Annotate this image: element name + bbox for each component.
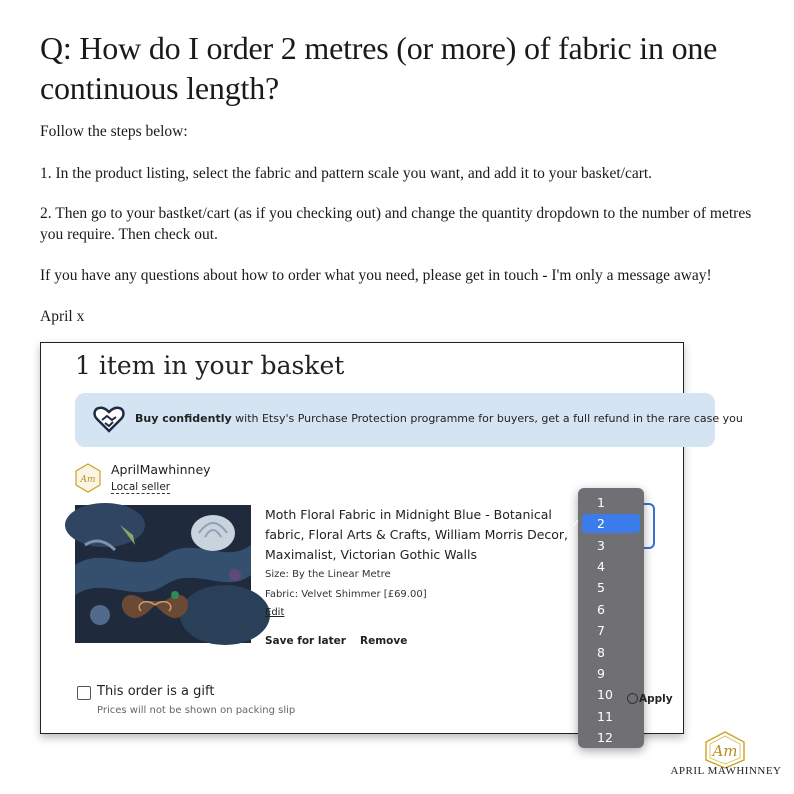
- quantity-option[interactable]: 10: [597, 687, 613, 702]
- seller-logo-icon: [75, 463, 101, 493]
- purchase-protection-banner: [75, 393, 743, 447]
- step-one-text: 1. In the product listing, select the fabric and pattern scale you want, and add it to your basket/cart.: [40, 165, 653, 182]
- quantity-option-selected[interactable]: ✓ 2: [582, 514, 640, 533]
- basket-title: 1 item in your basket: [75, 351, 345, 380]
- page-title: Q: How do I order 2 metres (or more) of fabric in one continuous length?: [40, 30, 718, 106]
- quantity-option[interactable]: 11: [597, 709, 613, 724]
- gift-note: Prices will not be shown on packing slip: [97, 705, 296, 716]
- quantity-option[interactable]: 1: [597, 495, 605, 510]
- quantity-option[interactable]: 6: [597, 602, 605, 617]
- contact-text: If you have any questions about how to order what you need, please get in touch - I'm only a message away!: [40, 267, 712, 284]
- gift-label[interactable]: This order is a gift: [97, 684, 215, 699]
- moth-fabric-thumbnail: [75, 505, 251, 643]
- seller-name[interactable]: AprilMawhinney: [111, 462, 211, 477]
- local-seller-badge[interactable]: Local seller: [111, 481, 171, 493]
- step-two-text: 2. Then go to your bastket/cart (as if you checking out) and change the quantity dropdown to the number of metres you require. Then check out.: [40, 205, 752, 243]
- coupon-icon: [627, 693, 638, 704]
- product-fabric: Fabric: Velvet Shimmer [£69.00]: [265, 589, 427, 600]
- signoff-text: April x: [40, 308, 85, 325]
- save-for-later-button[interactable]: Save for later: [265, 635, 346, 647]
- apply-button[interactable]: Apply: [639, 693, 673, 705]
- quantity-option[interactable]: 7: [597, 623, 605, 638]
- protection-text: Buy confidently with Etsy's Purchase Protection programme for buyers, get a full refund in the rare case you: [135, 412, 743, 425]
- product-title[interactable]: Moth Floral Fabric in Midnight Blue - Botanical fabric, Floral Arts & Crafts, William Morris Decor, Maximalist, Victorian Gothic Walls: [265, 507, 569, 562]
- brand-logo-icon: [698, 730, 752, 770]
- product-size: Size: By the Linear Metre: [265, 569, 391, 580]
- quantity-option[interactable]: 12: [597, 730, 613, 745]
- svg-text:Am: Am: [712, 742, 738, 760]
- remove-button[interactable]: Remove: [360, 635, 408, 647]
- quantity-option[interactable]: 9: [597, 666, 605, 681]
- quantity-option[interactable]: 4: [597, 559, 605, 574]
- intro-text: Follow the steps below:: [40, 123, 188, 140]
- gift-checkbox[interactable]: [77, 686, 91, 700]
- quantity-dropdown[interactable]: [578, 488, 644, 748]
- quantity-option[interactable]: 3: [597, 538, 605, 553]
- quantity-option[interactable]: 5: [597, 580, 605, 595]
- product-image[interactable]: [75, 505, 251, 643]
- handshake-heart-icon: [93, 405, 125, 433]
- brand-name: APRIL MAWHINNEY: [670, 765, 782, 777]
- svg-text:Am: Am: [80, 475, 96, 485]
- basket-screenshot: [40, 342, 743, 745]
- quantity-option[interactable]: 8: [597, 645, 605, 660]
- edit-link[interactable]: Edit: [265, 607, 285, 618]
